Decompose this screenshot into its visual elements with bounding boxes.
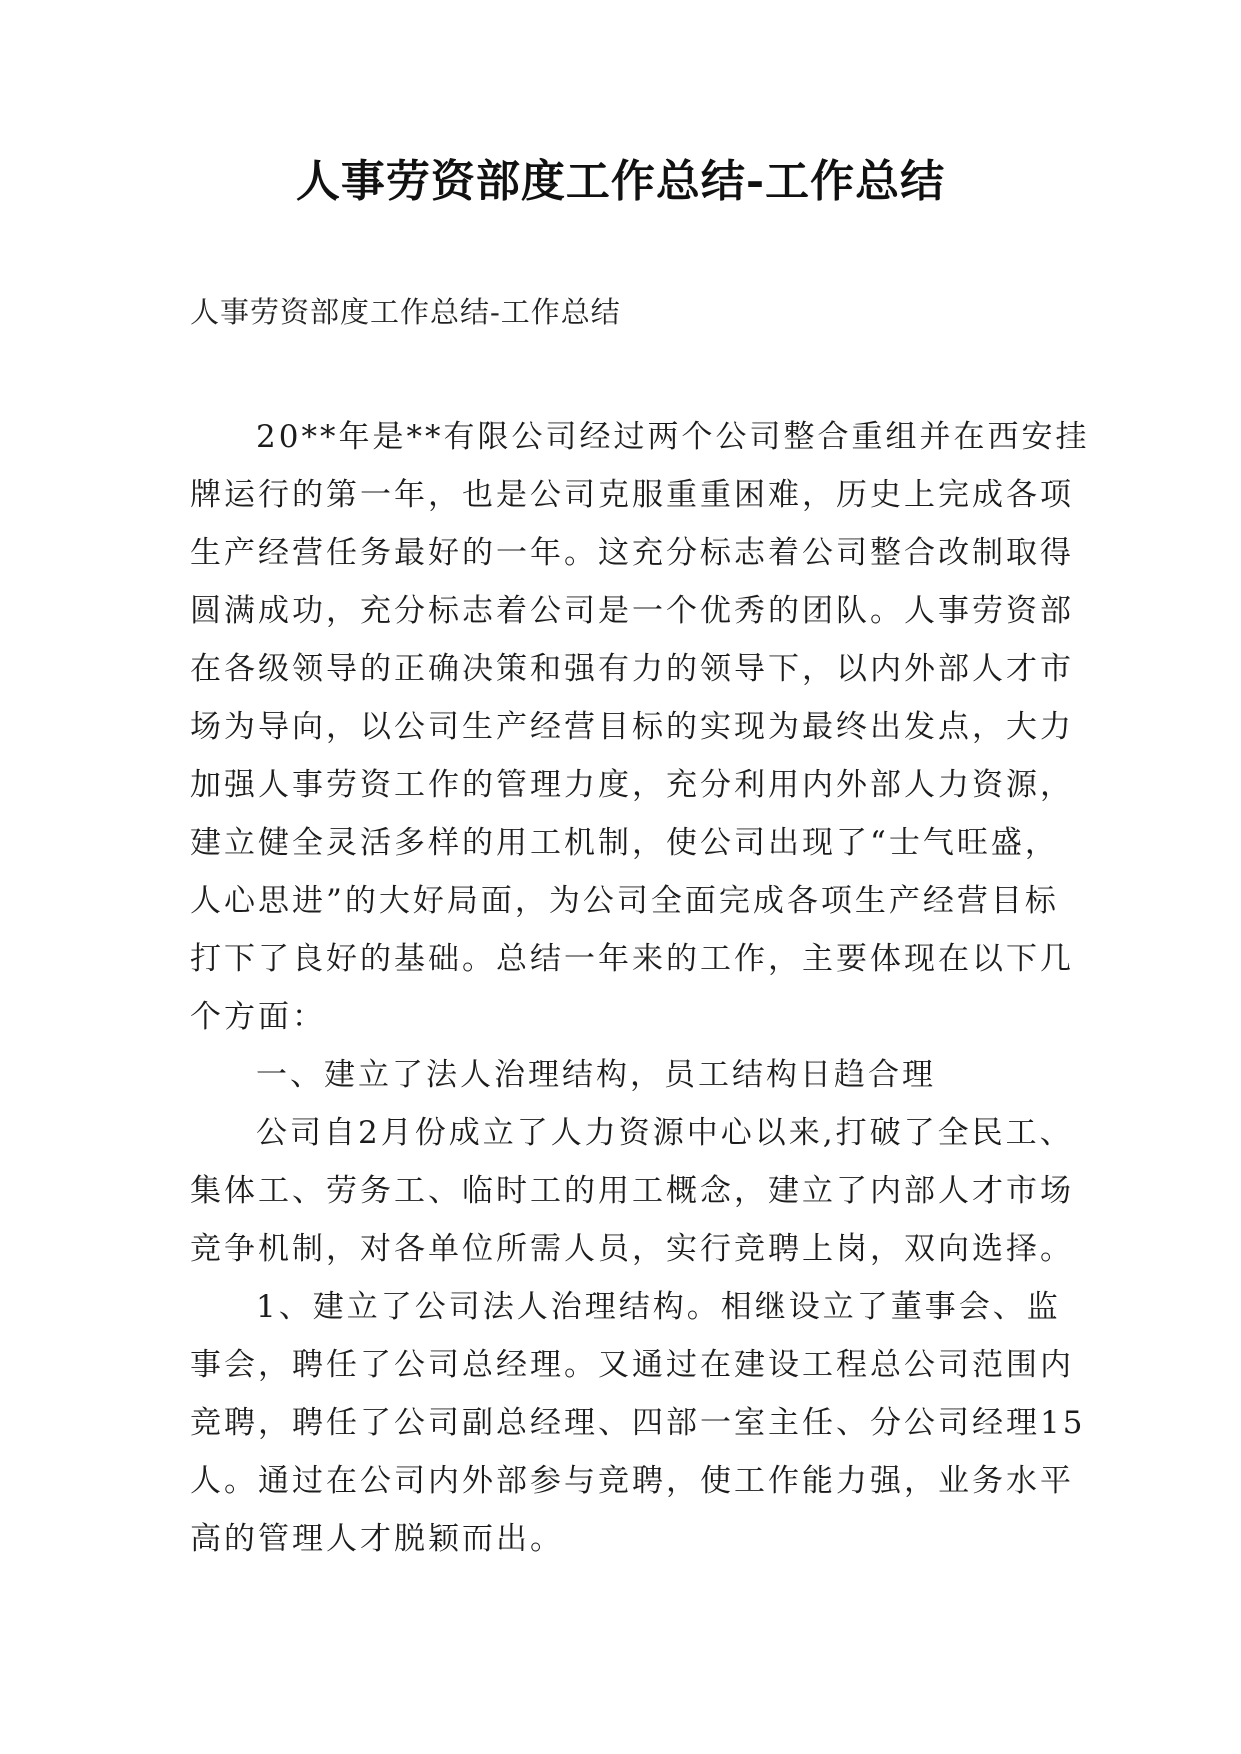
- paragraph-line: 人。通过在公司内外部参与竞聘，使工作能力强，业务水平: [190, 1463, 1074, 1499]
- paragraph-line: 场为导向，以公司生产经营目标的实现为最终出发点，大力: [190, 709, 1074, 745]
- paragraph-line: 打下了良好的基础。总结一年来的工作，主要体现在以下几: [190, 941, 1074, 977]
- paragraph-line: 竞聘，聘任了公司副总经理、四部一室主任、分公司经理15: [190, 1405, 1086, 1441]
- paragraph-line: 人心思进”的大好局面，为公司全面完成各项生产经营目标: [190, 883, 1059, 919]
- document-subtitle: 人事劳资部度工作总结-工作总结: [190, 295, 621, 329]
- document-body: [190, 408, 1090, 1568]
- paragraph-line: 建立健全灵活多样的用工机制，使公司出现了“士气旺盛，: [190, 825, 1059, 861]
- paragraph-line: 竞争机制，对各单位所需人员，实行竞聘上岗，双向选择。: [190, 1231, 1074, 1267]
- paragraph-line: 高的管理人才脱颖而出。: [190, 1521, 564, 1557]
- paragraph-line: 个方面：: [190, 999, 326, 1035]
- paragraph-line: 公司自2月份成立了人力资源中心以来,打破了全民工、: [256, 1115, 1074, 1151]
- paragraph-line: 加强人事劳资工作的管理力度，充分利用内外部人力资源，: [190, 767, 1074, 803]
- paragraph-line: 事会，聘任了公司总经理。又通过在建设工程总公司范围内: [190, 1347, 1074, 1383]
- paragraph-line: 生产经营任务最好的一年。这充分标志着公司整合改制取得: [190, 535, 1074, 571]
- document-title: 人事劳资部度工作总结-工作总结: [295, 156, 946, 207]
- paragraph-line: 牌运行的第一年，也是公司克服重重困难，历史上完成各项: [190, 477, 1074, 513]
- paragraph-line: 20**年是**有限公司经过两个公司整合重组并在西安挂: [256, 419, 1090, 455]
- paragraph-line: 集体工、劳务工、临时工的用工概念，建立了内部人才市场: [190, 1173, 1074, 1209]
- paragraph-line: 在各级领导的正确决策和强有力的领导下，以内外部人才市: [190, 651, 1074, 687]
- paragraph-line: 圆满成功，充分标志着公司是一个优秀的团队。人事劳资部: [190, 593, 1074, 629]
- paragraph-line: 1、建立了公司法人治理结构。相继设立了董事会、监: [256, 1289, 1061, 1325]
- section-heading: 一、建立了法人治理结构，员工结构日趋合理: [256, 1057, 936, 1093]
